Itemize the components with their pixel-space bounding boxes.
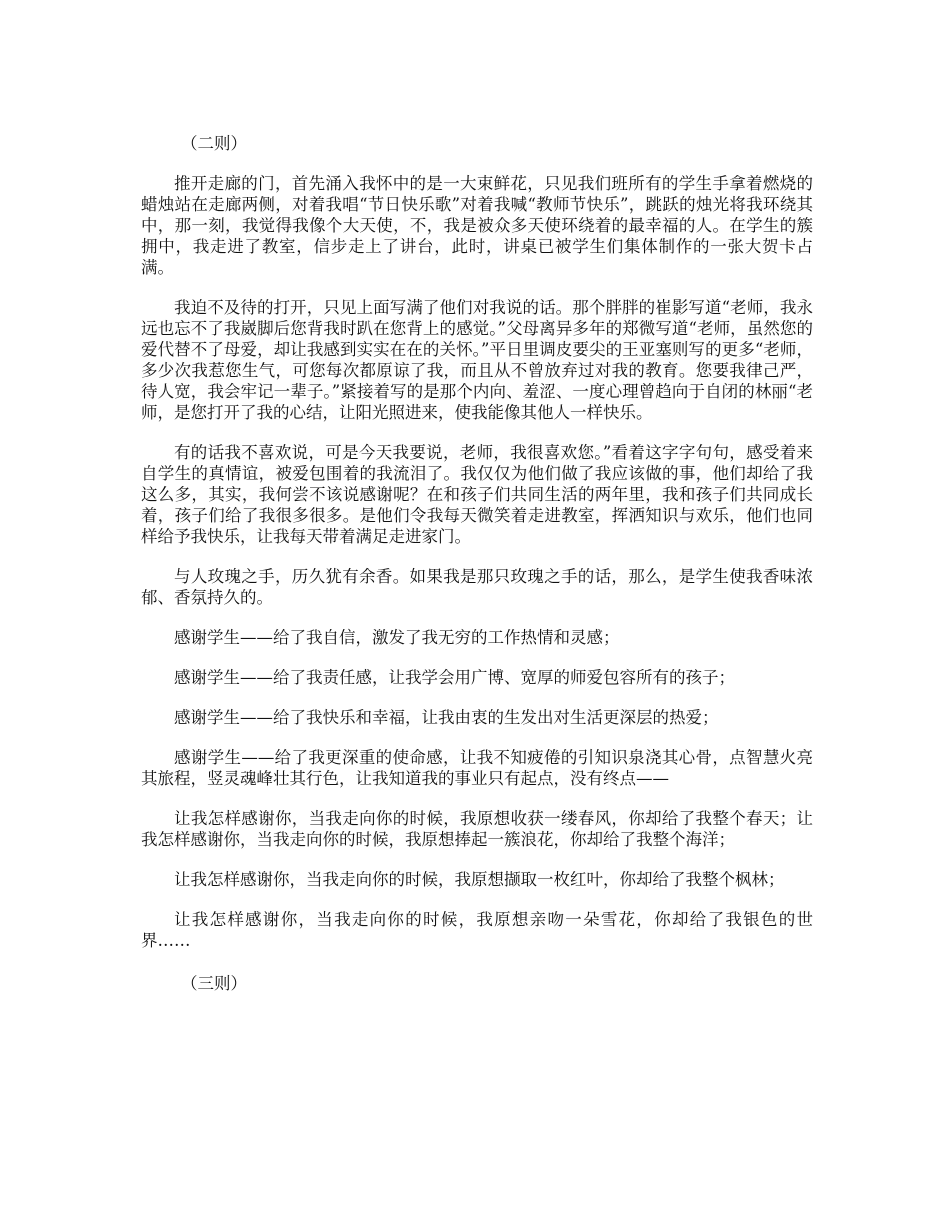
paragraph-2: 我迫不及待的打开，只见上面写满了他们对我说的话。那个胖胖的崔影写道“老师，我永远也忘不了我崴脚后您背我时趴在您背上的感觉。”父母离异多年的郑微写道“老师，虽然您的爱代替不了母爱，却让我感到实实在在的关怀。”平日里调皮要尖的王亚塞则写的更多“老师，多少次我惹您生气，可您每次都原谅了我，而且从不曾放弃过对我的教育。您要我律己严，待人宽，我会牢记一辈子。”紧接着写的是那个内向、羞涩、一度心理曾趋向于自闭的林丽“老师，是您打开了我的心结，让阳光照进来，使我能像其他人一样快乐。: [141, 298, 813, 422]
paragraph-6: 感谢学生——给了我责任感，让我学会用广博、宽厚的师爱包容所有的孩子；: [174, 668, 735, 687]
paragraph-3: 有的话我不喜欢说，可是今天我要说，老师，我很喜欢您。”看着这字字句句，感受着来自学生的真情谊，被爱包围着的我流泪了。我仅仅为他们做了我应该做的事，他们却给了我这么多，其实，我何尝不该说感谢呢？在和孩子们共同生活的两年里，我和孩子们共同成长着，孩子们给了我很多很多。是他们令我每天微笑着走进教室，挥洒知识与欢乐，他们也同样给予我快乐，让我每天带着满足走进家门。: [141, 443, 813, 546]
paragraph-1: 推开走廊的门，首先涌入我怀中的是一大束鲜花，只见我们班所有的学生手拿着燃烧的蜡烛站在走廊两侧，对着我唱“节日快乐歌”对着我喊“教师节快乐”，跳跃的烛光将我环绕其中，那一刻，我觉得我像个大天使，不，我是被众多天使环绕着的最幸福的人。在学生的簇拥中，我走进了教室，信步走上了讲台，此时，讲桌已被学生们集体制作的一张大贺卡占满。: [141, 174, 813, 277]
section-heading-two: （二则）: [181, 134, 247, 153]
paragraph-4: 与人玫瑰之手，历久犹有余香。如果我是那只玫瑰之手的话，那么，是学生使我香味浓郁、香氛持久的。: [141, 567, 813, 607]
paragraph-8: 感谢学生——给了我更深重的使命感，让我不知疲倦的引知识泉浇其心骨，点智慧火亮其旅程，竖灵魂峰壮其行色，让我知道我的事业只有起点，没有终点——: [141, 748, 813, 788]
document-page: [141, 133, 813, 994]
paragraph-7: 感谢学生——给了我快乐和幸福，让我由衷的生发出对生活更深层的热爱；: [174, 708, 719, 727]
paragraph-9: 让我怎样感谢你，当我走向你的时候，我原想收获一缕春风，你却给了我整个春天；让我怎样感谢你，当我走向你的时候，我原想捧起一簇浪花，你却给了我整个海洋；: [141, 809, 813, 849]
paragraph-5: 感谢学生——给了我自信，激发了我无穷的工作热情和灵感；: [174, 628, 620, 647]
paragraph-11: 让我怎样感谢你，当我走向你的时候，我原想亲吻一朵雪花，你却给了我银色的世界……: [141, 910, 813, 950]
paragraph-10: 让我怎样感谢你，当我走向你的时候，我原想撷取一枚红叶，你却给了我整个枫林；: [174, 870, 785, 889]
section-heading-three: （三则）: [181, 974, 247, 993]
